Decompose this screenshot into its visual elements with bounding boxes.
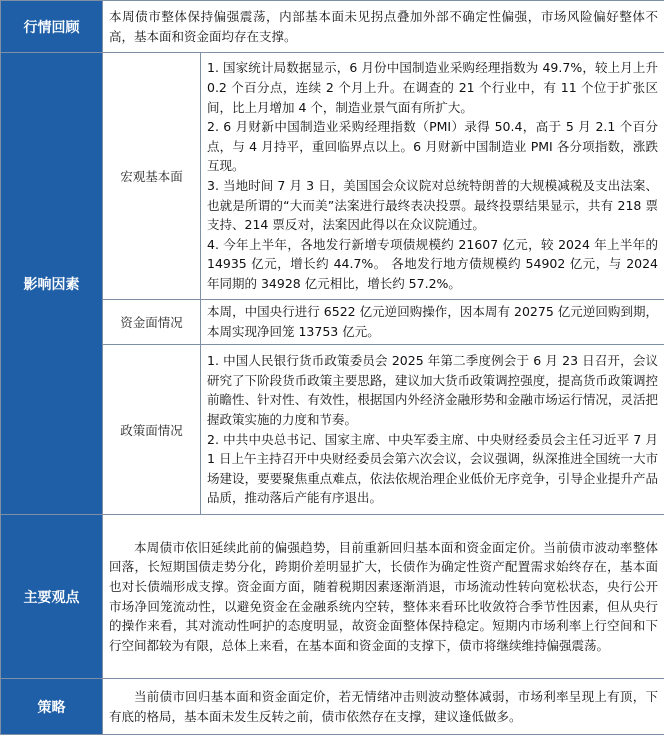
macro-item-3: 3. 当地时间 7 月 3 日，美国国会众议院对总统特朗普的大规模减税及支出法案、也就是所谓的“大而美”法案进行最终表决投票。最终投票结果显示，共有 218 票支持、214 票反对，法案因此得以在众议院通过。 [207, 178, 659, 233]
macro-cell [201, 53, 664, 300]
main-view-text: 本周债市依旧延续此前的偏强趋势，目前重新回归基本面和资金面定价。当前债市波动率整体回落，长短期国债走势分化，跨期价差明显扩大，长债作为确定性资产配置需求始终存在，基本面也对长债端形成支撑。资金面方面，随着税期因素逐渐消退，市场流动性转向宽松状态，央行公开市场净回笼流动性，以避免资金在金融系统内空转，整体来看环比收敛符合季节性因素，但从央行的操作来看，其对流动性呵护的态度明显，故资金面整体保持稳定。短期内市场利率上行空间和下行空间都较为有限，总体上来看，在基本面和资金面的支撑下，债市将继续维持偏强震荡。 [109, 539, 659, 653]
liquidity-label: 资金面情况 [103, 300, 201, 345]
factors-heading: 影响因素 [1, 53, 103, 515]
macro-label: 宏观基本面 [103, 53, 201, 300]
market-review-heading: 行情回顾 [1, 1, 103, 53]
market-review-cell [103, 1, 664, 53]
strategy-text: 当前债市回归基本面和资金面定价，若无情绪冲击则波动整体减弱，市场利率呈现上有顶，下有底的格局，基本面未发生反转之前，债市依然存在支撑，建议逢低做多。 [109, 688, 659, 724]
macro-item-2: 2. 6 月财新中国制造业采购经理指数（PMI）录得 50.4，高于 5 月 2.1 个百分点，与 4 月持平，重回临界点以上。6 月财新中国制造业 PMI 各分项指数，涨跌互现。 [207, 119, 659, 174]
liquidity-cell [201, 300, 664, 345]
main-view-cell [103, 515, 664, 679]
policy-item-1: 1. 中国人民银行货币政策委员会 2025 年第二季度例会于 6 月 23 日召开，会议研究了下阶段货币政策主要思路，建议加大货币政策调控强度，提高货币政策调控前瞻性、针对性、有效性，根据国内外经济金融形势和金融市场运行情况，灵活把握政策实施的力度和节奏。 [207, 353, 659, 427]
policy-item-2: 2. 中共中央总书记、国家主席、中央军委主席、中央财经委员会主任习近平 7 月 1 日上午主持召开中央财经委员会第六次会议，会议强调，纵深推进全国统一大市场建设，要要聚焦重点难点，依法依规治理企业低价无序竞争，引导企业提升产品品质，推动落后产能有序退出。 [207, 431, 659, 506]
main-view-row [1, 515, 664, 679]
policy-label: 政策面情况 [103, 345, 201, 515]
macro-row [1, 53, 664, 300]
macro-item-4: 4. 今年上半年，各地发行新增专项债规模约 21607 亿元，较 2024 年上半年的 14935 亿元，增长约 44.7%。 各地发行地方债规模约 54902 亿元，与 2024 年同期的 34928 亿元相比，增长约 57.2%。 [207, 236, 659, 291]
main-view-heading: 主要观点 [1, 515, 103, 679]
market-review-text: 本周债市整体保持偏强震荡，内部基本面未见拐点叠加外部不确定性偏强，市场风险偏好整体不高，基本面和资金面均存在支撑。 [109, 8, 659, 44]
strategy-heading: 策略 [1, 679, 103, 735]
strategy-cell [103, 679, 664, 735]
macro-item-1: 1. 国家统计局数据显示，6 月份中国制造业采购经理指数为 49.7%，较上月上升 0.2 个百分点，连续 2 个月上升。在调查的 21 个行业中，有 11 个位于扩张区间，比上月增加 4 个，制造业景气面有所扩大。 [207, 60, 659, 115]
liquidity-text: 本周，中国央行进行 6522 亿元逆回购操作，因本周有 20275 亿元逆回购到期，本周实现净回笼 13753 亿元。 [207, 304, 659, 339]
market-review-row [1, 1, 664, 53]
macro-items [201, 56, 664, 295]
policy-cell [201, 345, 664, 515]
policy-items [201, 349, 664, 510]
strategy-row [1, 679, 664, 735]
